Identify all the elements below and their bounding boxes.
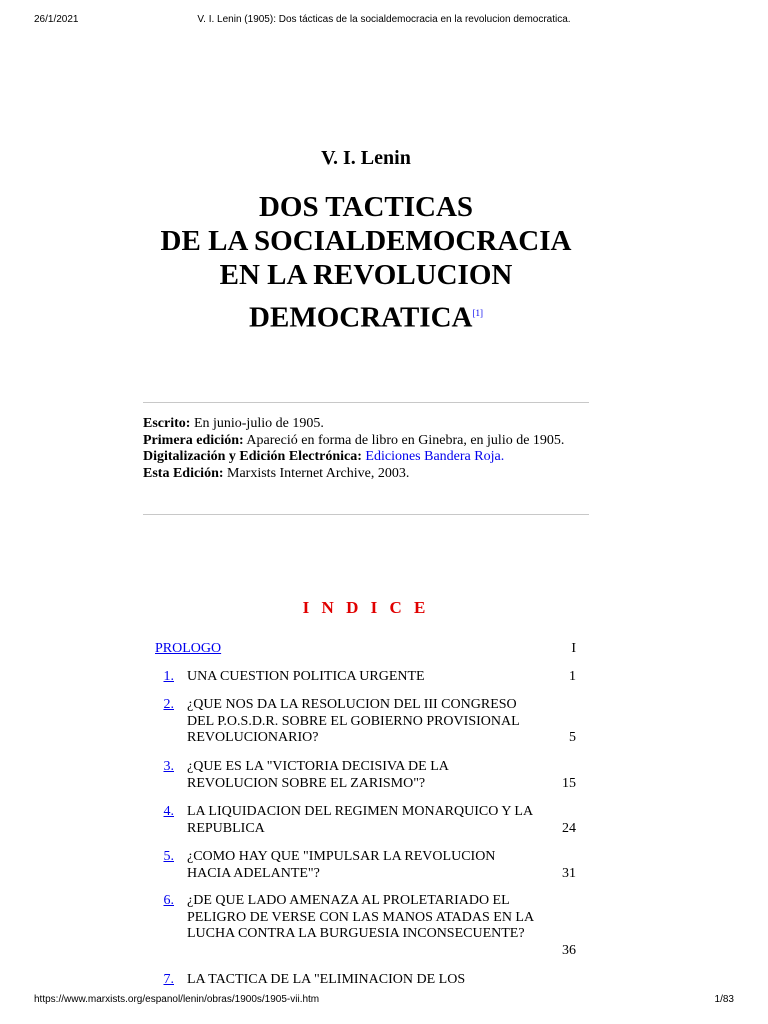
print-title: V. I. Lenin (1905): Dos tácticas de la socialdemocracia en la revolucion democratica. xyxy=(197,14,571,25)
document-title xyxy=(0,190,732,335)
publication-info xyxy=(143,416,573,482)
title-line-2: DE LA SOCIALDEMOCRACIA xyxy=(160,225,572,257)
meta-value: Apareció en forma de libro en Ginebra, en julio de 1905. xyxy=(246,432,565,448)
toc-page: 5 xyxy=(569,730,576,745)
index-heading: I N D I C E xyxy=(302,598,430,617)
meta-value: Marxists Internet Archive, 2003. xyxy=(227,465,410,481)
meta-value: En junio-julio de 1905. xyxy=(193,416,324,431)
toc-link[interactable]: 7. xyxy=(163,972,174,987)
toc-page: 24 xyxy=(562,820,576,836)
title-line-1: DOS TACTICAS xyxy=(258,191,474,223)
toc-link[interactable]: 5. xyxy=(163,849,174,864)
meta-label: Esta Edición: xyxy=(143,465,224,481)
toc-page: 1 xyxy=(569,669,576,684)
print-page-number: 1/83 xyxy=(714,994,734,1005)
toc-title: ¿COMO HAY QUE "IMPULSAR LA REVOLUCION HACIA ADELANTE"? xyxy=(187,849,496,881)
meta-label: Primera edición: xyxy=(143,432,244,448)
toc-title: ¿QUE NOS DA LA RESOLUCION DEL III CONGRESO DEL P.O.S.D.R. SOBRE EL GOBIERNO PROVISIONAL REVOLUCIONARIO? xyxy=(187,697,520,745)
title-line-3: EN LA REVOLUCION xyxy=(219,259,513,291)
toc-title: UNA CUESTION POLITICA URGENTE xyxy=(187,669,425,684)
print-header xyxy=(0,14,768,28)
toc-title: LA LIQUIDACION DEL REGIMEN MONARQUICO Y LA REPUBLICA xyxy=(187,804,533,836)
toc-title: ¿QUE ES LA "VICTORIA DECISIVA DE LA REVOLUCION SOBRE EL ZARISMO"? xyxy=(187,759,449,791)
toc-page: I xyxy=(571,641,576,656)
toc-link[interactable]: 3. xyxy=(163,759,174,774)
toc-page: 15 xyxy=(562,775,576,791)
toc-link[interactable]: 1. xyxy=(163,669,174,684)
toc-title: LA TACTICA DE LA "ELIMINACION DE LOS xyxy=(187,972,466,987)
title-line-4: DEMOCRATICA xyxy=(249,301,473,334)
toc-link[interactable]: 2. xyxy=(163,697,174,712)
print-url: https://www.marxists.org/espanol/lenin/obras/1900s/1905-vii.htm xyxy=(34,994,320,1005)
publisher-link[interactable]: Ediciones Bandera Roja. xyxy=(365,449,505,464)
toc-link[interactable]: 6. xyxy=(163,893,174,908)
toc-page: 36 xyxy=(562,942,576,958)
meta-label: Escrito: xyxy=(143,416,191,431)
meta-digitization xyxy=(143,449,573,466)
print-footer xyxy=(0,994,768,1008)
footnote-link[interactable]: [1] xyxy=(472,308,483,318)
meta-label: Digitalización y Edición Electrónica: xyxy=(143,449,362,464)
toc-page: 31 xyxy=(562,865,576,881)
toc-link[interactable]: PROLOGO xyxy=(155,641,222,656)
meta-this-edition xyxy=(143,466,573,483)
author-name: V. I. Lenin xyxy=(321,147,411,169)
meta-first-edition xyxy=(143,433,573,450)
print-date: 26/1/2021 xyxy=(34,14,79,25)
divider-bottom xyxy=(143,514,589,515)
toc-link[interactable]: 4. xyxy=(163,804,174,819)
divider-top xyxy=(143,402,589,403)
meta-written xyxy=(143,416,573,433)
toc-title: ¿DE QUE LADO AMENAZA AL PROLETARIADO EL PELIGRO DE VERSE CON LAS MANOS ATADAS EN LA LUCHA CONTRA LA BURGUESIA INCONSECUENTE? xyxy=(187,893,534,941)
